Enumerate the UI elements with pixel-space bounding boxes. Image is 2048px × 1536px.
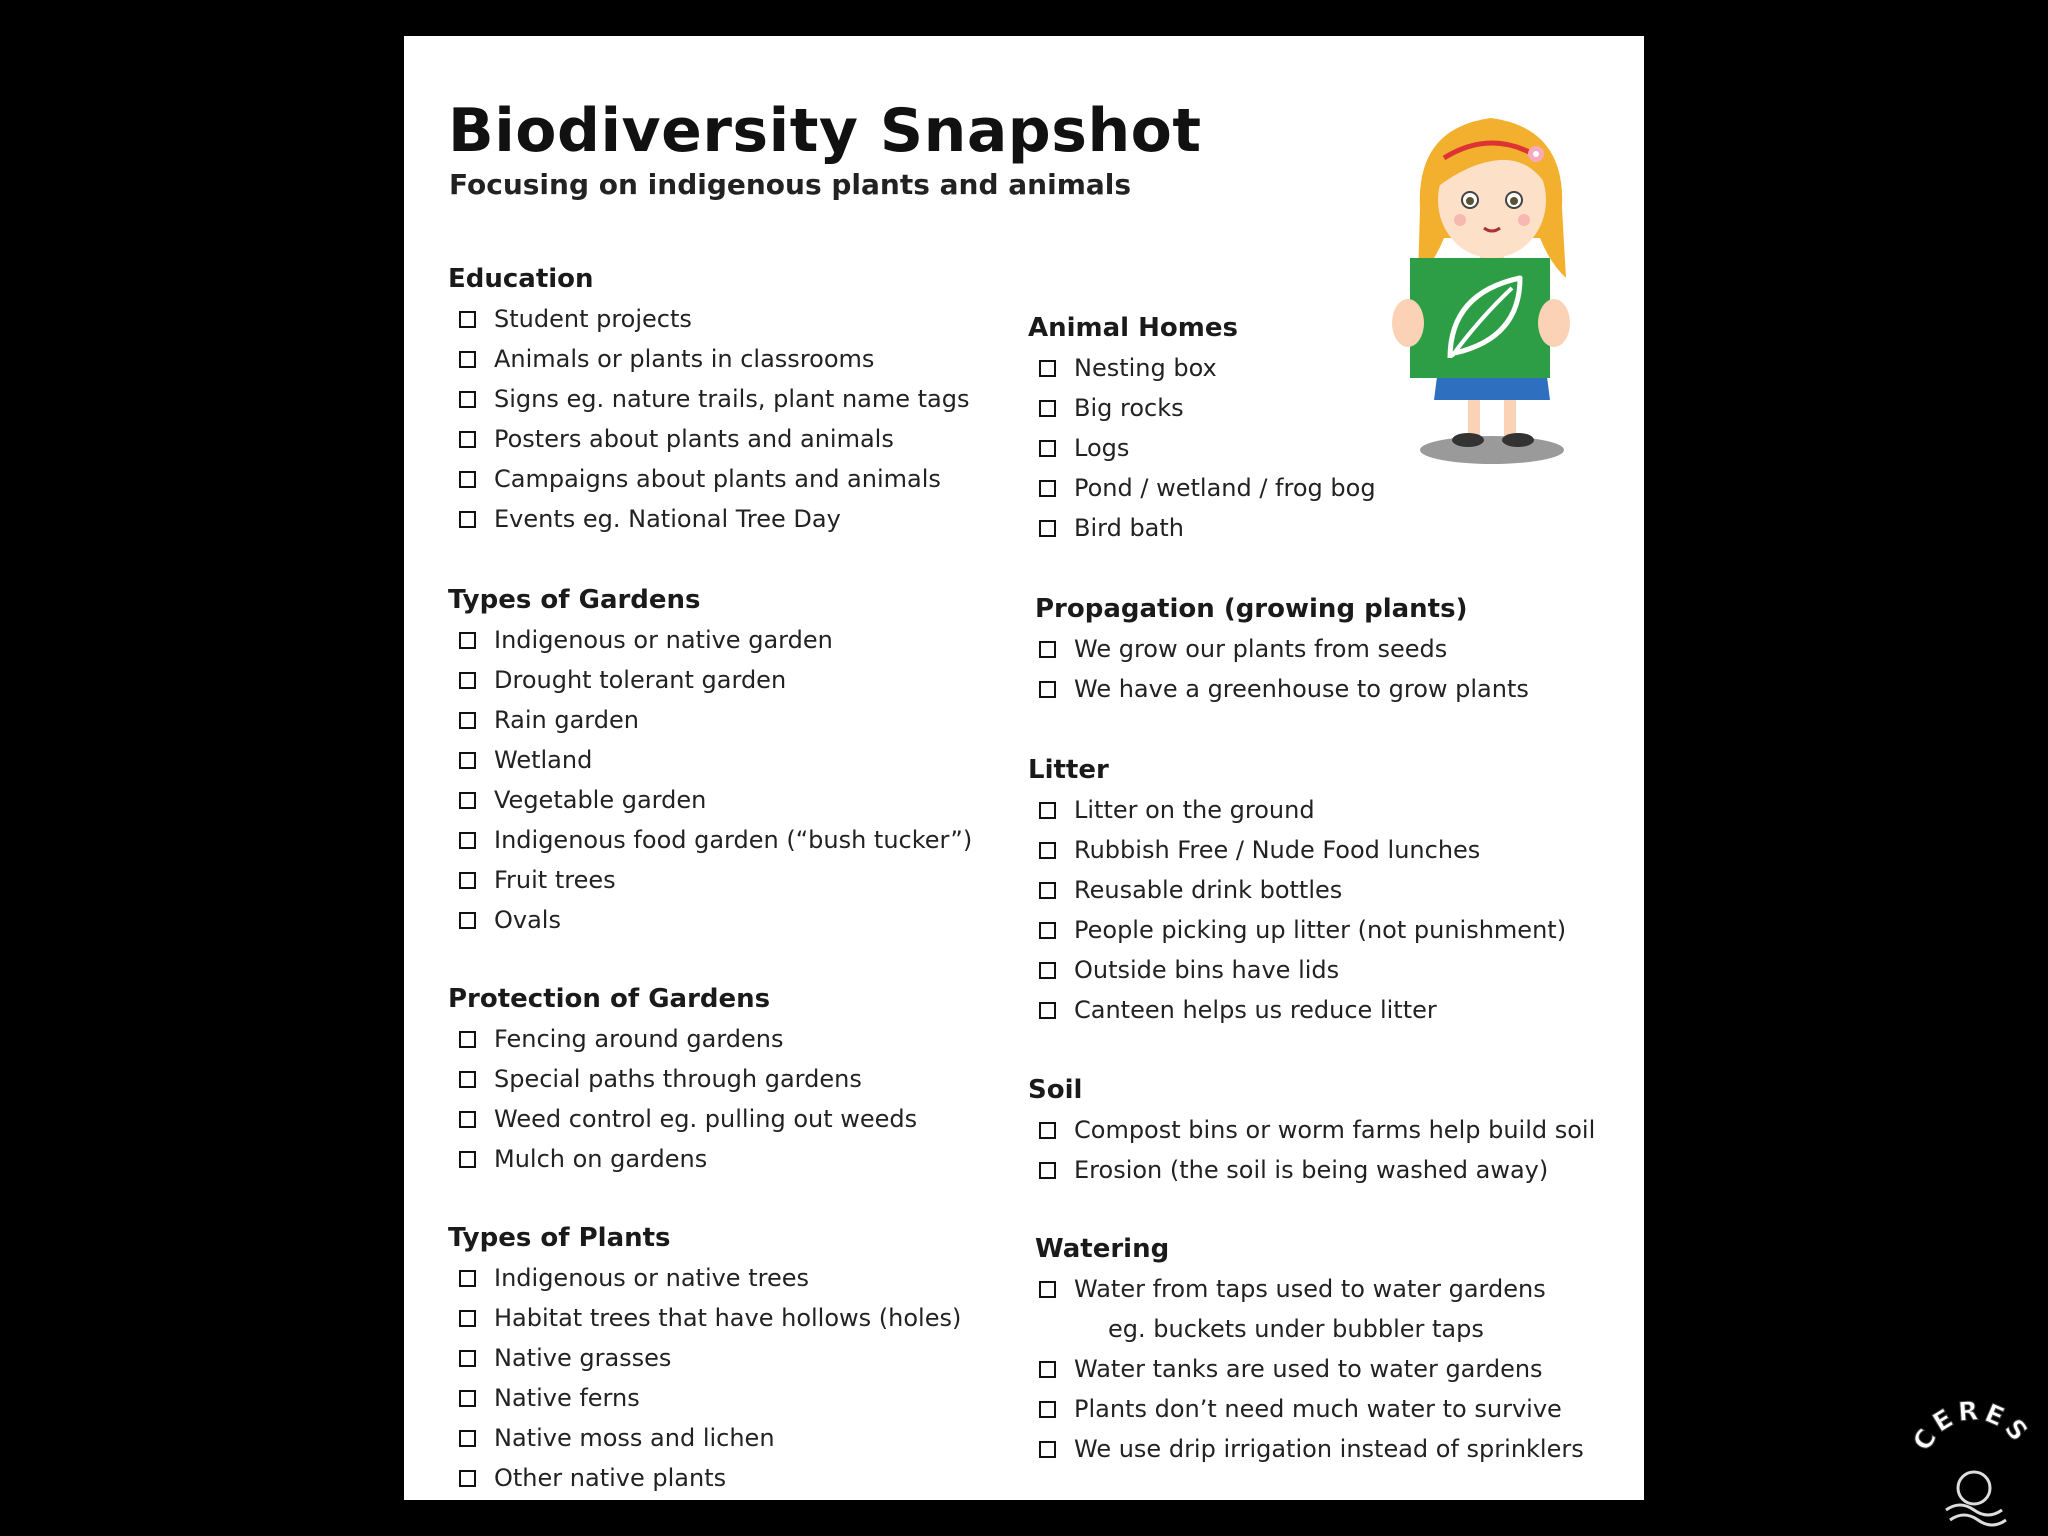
checkbox-icon[interactable] <box>459 1390 476 1407</box>
item-label: Wetland <box>494 746 593 774</box>
item-label: We grow our plants from seeds <box>1074 635 1448 663</box>
checkbox-icon[interactable] <box>459 1470 476 1487</box>
item-label: Special paths through gardens <box>494 1065 862 1093</box>
item-label: Logs <box>1074 434 1130 462</box>
checkbox-icon[interactable] <box>1039 1401 1056 1418</box>
checkbox-icon[interactable] <box>459 1071 476 1088</box>
checklist-item <box>448 459 970 499</box>
checklist-item <box>1028 910 1566 950</box>
section-education <box>448 259 970 539</box>
checklist-item <box>1028 950 1566 990</box>
section-heading: Animal Homes <box>1028 313 1238 343</box>
item-label: People picking up litter (not punishment) <box>1074 916 1567 944</box>
item-label: We have a greenhouse to grow plants <box>1074 675 1529 703</box>
checkbox-icon[interactable] <box>1039 962 1056 979</box>
item-label: Campaigns about plants and animals <box>494 465 941 493</box>
checklist-item <box>1028 629 1529 669</box>
checkbox-icon[interactable] <box>459 471 476 488</box>
checkbox-icon[interactable] <box>459 1310 476 1327</box>
checkbox-icon[interactable] <box>1039 520 1056 537</box>
item-label: Native grasses <box>494 1344 672 1372</box>
checklist-item <box>448 339 970 379</box>
checkbox-icon[interactable] <box>1039 802 1056 819</box>
checkbox-icon[interactable] <box>459 391 476 408</box>
worksheet-page <box>404 36 1644 1500</box>
checklist-item <box>1028 669 1529 709</box>
checklist-item <box>448 740 972 780</box>
item-label: Rain garden <box>494 706 639 734</box>
checklist-item <box>448 900 972 940</box>
checklist-item <box>1028 428 1376 468</box>
checkbox-icon[interactable] <box>1039 1441 1056 1458</box>
item-label: Reusable drink bottles <box>1074 876 1343 904</box>
checklist-item <box>448 1298 961 1338</box>
item-label: eg. buckets under bubbler taps <box>1108 1315 1484 1343</box>
item-label: Fruit trees <box>494 866 616 894</box>
checkbox-icon[interactable] <box>459 632 476 649</box>
checkbox-icon[interactable] <box>459 1151 476 1168</box>
checkbox-icon[interactable] <box>1039 1002 1056 1019</box>
checkbox-icon[interactable] <box>1039 842 1056 859</box>
section-types-of-gardens <box>448 580 972 940</box>
checklist-item <box>448 1458 961 1498</box>
checkbox-icon[interactable] <box>1039 882 1056 899</box>
item-label: Weed control eg. pulling out weeds <box>494 1105 918 1133</box>
item-label: Native moss and lichen <box>494 1424 775 1452</box>
item-label: Nesting box <box>1074 354 1217 382</box>
section-watering <box>1035 1229 1584 1469</box>
item-label: We use drip irrigation instead of sprinklers <box>1074 1435 1584 1463</box>
item-label: Native ferns <box>494 1384 640 1412</box>
checkbox-icon[interactable] <box>459 1111 476 1128</box>
item-label: Indigenous or native garden <box>494 626 833 654</box>
item-label: Animals or plants in classrooms <box>494 345 875 373</box>
checkbox-icon[interactable] <box>1039 360 1056 377</box>
item-label: Events eg. National Tree Day <box>494 505 841 533</box>
checklist-item <box>448 660 972 700</box>
checklist-item <box>1028 388 1376 428</box>
checklist-item <box>448 820 972 860</box>
checklist-item <box>448 1099 917 1139</box>
checklist-item <box>1028 1150 1595 1190</box>
checkbox-icon[interactable] <box>1039 641 1056 658</box>
checkbox-icon[interactable] <box>1039 440 1056 457</box>
checklist-item <box>1028 1110 1595 1150</box>
checklist-item <box>448 780 972 820</box>
checklist-item <box>1028 1269 1584 1309</box>
item-label: Bird bath <box>1074 514 1185 542</box>
checklist-item <box>448 1258 961 1298</box>
section-heading: Watering <box>1035 1234 1170 1264</box>
item-label: Drought tolerant garden <box>494 666 787 694</box>
checklist-item <box>1028 508 1376 548</box>
section-heading: Types of Plants <box>448 1223 671 1253</box>
item-label: Mulch on gardens <box>494 1145 708 1173</box>
checkbox-icon[interactable] <box>459 912 476 929</box>
page-subtitle: Focusing on indigenous plants and animals <box>449 168 1132 201</box>
checkbox-icon[interactable] <box>1039 400 1056 417</box>
checkbox-icon[interactable] <box>1039 1122 1056 1139</box>
section-types-of-plants <box>448 1218 961 1498</box>
checkbox-icon[interactable] <box>459 311 476 328</box>
checklist-item <box>1028 1429 1584 1469</box>
item-label: Plants don’t need much water to survive <box>1074 1395 1562 1423</box>
checkbox-icon[interactable] <box>459 1430 476 1447</box>
girl-with-leaf-sign-illustration <box>1380 88 1602 474</box>
checkbox-icon[interactable] <box>459 1031 476 1048</box>
page-title: Biodiversity Snapshot <box>448 96 1202 166</box>
item-label: Compost bins or worm farms help build soil <box>1074 1116 1596 1144</box>
item-label: Outside bins have lids <box>1074 956 1340 984</box>
item-label: Vegetable garden <box>494 786 707 814</box>
checklist-item <box>448 499 970 539</box>
checkbox-icon[interactable] <box>459 351 476 368</box>
checkbox-icon[interactable] <box>459 431 476 448</box>
item-label: Posters about plants and animals <box>494 425 894 453</box>
checkbox-icon[interactable] <box>459 792 476 809</box>
checkbox-icon[interactable] <box>1039 480 1056 497</box>
item-label: Canteen helps us reduce litter <box>1074 996 1437 1024</box>
section-heading: Protection of Gardens <box>448 984 771 1014</box>
svg-text:CERES <box>1908 1396 2036 1456</box>
section-heading: Types of Gardens <box>448 585 701 615</box>
checklist-item <box>448 860 972 900</box>
section-heading: Soil <box>1028 1075 1083 1105</box>
checklist-item <box>1028 790 1566 830</box>
item-label: Student projects <box>494 305 692 333</box>
checklist-item <box>448 1019 917 1059</box>
checklist-item <box>1028 990 1566 1030</box>
item-label: Pond / wetland / frog bog <box>1074 474 1376 502</box>
checkbox-icon[interactable] <box>459 752 476 769</box>
item-label: Fencing around gardens <box>494 1025 784 1053</box>
checklist-item <box>1028 1349 1584 1389</box>
item-label: Signs eg. nature trails, plant name tags <box>494 385 970 413</box>
checklist-item <box>1028 830 1566 870</box>
section-heading: Propagation (growing plants) <box>1035 594 1468 624</box>
section-animal-homes <box>1028 308 1376 548</box>
section-heading: Litter <box>1028 755 1109 785</box>
item-label: Indigenous or native trees <box>494 1264 809 1292</box>
section-protection-of-gardens <box>448 979 917 1179</box>
checklist-item <box>448 700 972 740</box>
ceres-logo <box>1896 1392 2048 1536</box>
item-label: Rubbish Free / Nude Food lunches <box>1074 836 1481 864</box>
item-label: Indigenous food garden (“bush tucker”) <box>494 826 973 854</box>
checkbox-icon[interactable] <box>459 1270 476 1287</box>
checklist-item <box>448 620 972 660</box>
checkbox-icon[interactable] <box>459 672 476 689</box>
item-label: Ovals <box>494 906 561 934</box>
checkbox-icon[interactable] <box>459 1350 476 1367</box>
checklist-item-continuation <box>1028 1309 1584 1349</box>
checklist-item <box>1028 870 1566 910</box>
checkbox-icon[interactable] <box>1039 922 1056 939</box>
checkbox-icon[interactable] <box>1039 1162 1056 1179</box>
checkbox-icon[interactable] <box>459 511 476 528</box>
checklist-item <box>448 419 970 459</box>
item-label: Habitat trees that have hollows (holes) <box>494 1304 962 1332</box>
section-heading: Education <box>448 264 594 294</box>
checklist-item <box>448 299 970 339</box>
item-label: Other native plants <box>494 1464 727 1492</box>
checklist-item <box>448 379 970 419</box>
checkbox-icon[interactable] <box>459 872 476 889</box>
item-label: Litter on the ground <box>1074 796 1315 824</box>
checklist-item <box>1028 348 1376 388</box>
checklist-item <box>1028 468 1376 508</box>
item-label: Erosion (the soil is being washed away) <box>1074 1156 1549 1184</box>
checkbox-icon[interactable] <box>1039 1281 1056 1298</box>
checkbox-icon[interactable] <box>459 832 476 849</box>
checkbox-icon[interactable] <box>1039 1361 1056 1378</box>
logo-text: CERES <box>1907 1396 2036 1457</box>
checkbox-icon[interactable] <box>459 712 476 729</box>
item-label: Big rocks <box>1074 394 1184 422</box>
checkbox-icon[interactable] <box>1039 681 1056 698</box>
section-soil <box>1028 1070 1595 1190</box>
checklist-item <box>448 1378 961 1418</box>
checklist-item <box>448 1059 917 1099</box>
checklist-item <box>448 1338 961 1378</box>
item-label: Water from taps used to water gardens <box>1074 1275 1546 1303</box>
item-label: Water tanks are used to water gardens <box>1074 1355 1543 1383</box>
checklist-item <box>448 1139 917 1179</box>
section-litter <box>1028 750 1566 1030</box>
section-propagation <box>1035 589 1529 709</box>
checklist-item <box>448 1418 961 1458</box>
checklist-item <box>1028 1389 1584 1429</box>
